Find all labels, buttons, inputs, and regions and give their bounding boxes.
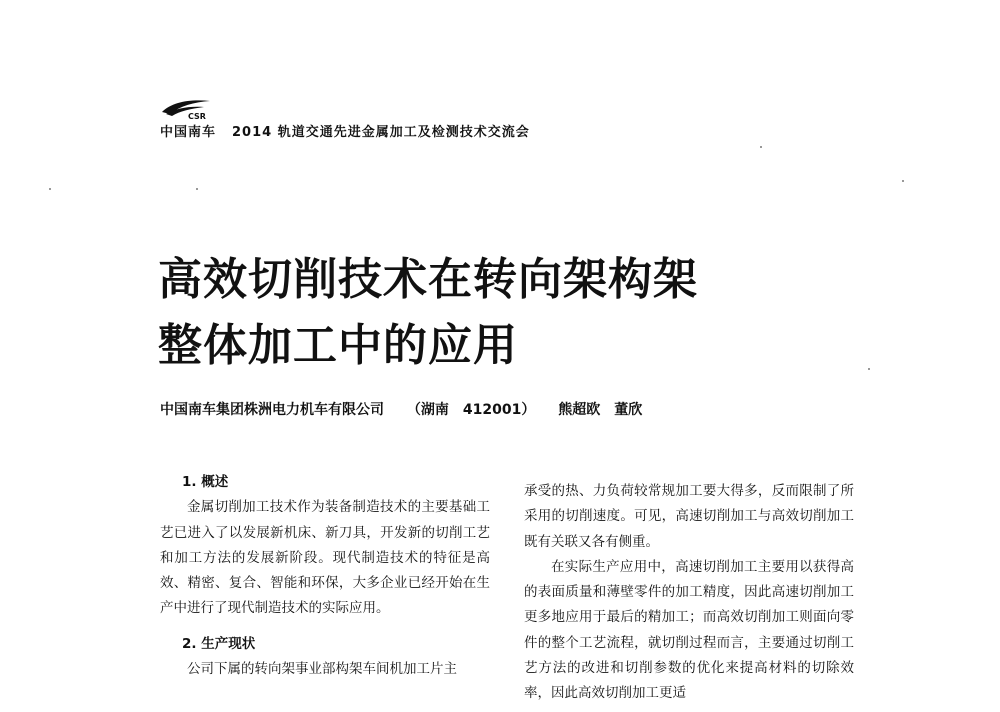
left-column: [160, 470, 490, 682]
svg-text:CSR: CSR: [188, 112, 206, 120]
right-paragraph-2: 在实际生产应用中，高速切削加工主要用以获得高的表面质量和薄壁零件的加工精度，因此高速切削加工更多地应用于最后的精加工；而高效切削加工则面向零件的整个工艺流程，就切削过程而言，主要通过切削工艺方法的改进和切削参数的优化来提高材料的切除效率，因此高效切削加工更适: [524, 558, 854, 702]
csr-logo-icon: [160, 98, 212, 120]
right-column: [524, 479, 854, 707]
scan-speck: [760, 146, 762, 148]
section1-paragraph: 金属切削加工技术作为装备制造技术的主要基础工艺已进入了以发展新机床、新刀具，开发新的切削工艺和加工方法的发展新阶段。现代制造技术的特征是高效、精密、复合、智能和环保，大多企业已经开始在生产中进行了现代制造技术的实际应用。: [160, 499, 490, 617]
affiliation-location: （湖南 412001）: [406, 402, 536, 418]
conference-title: 2014 轨道交通先进金属加工及检测技术交流会: [232, 125, 530, 140]
brand-name: 中国南车: [160, 125, 217, 140]
affiliation: [160, 399, 660, 419]
affiliation-authors: 熊超欧 董欣: [558, 402, 643, 418]
scan-speck: [868, 368, 870, 370]
scan-speck: [196, 188, 198, 190]
scan-speck: [49, 188, 51, 190]
paper-title-line2: 整体加工中的应用: [158, 320, 518, 371]
section2-paragraph: 公司下属的转向架事业部构架车间机加工片主: [187, 661, 457, 678]
affiliation-org: 中国南车集团株洲电力机车有限公司: [160, 402, 384, 418]
paper-title-line1: 高效切削技术在转向架构架: [158, 254, 698, 305]
section1-heading: 1. 概述: [182, 474, 229, 490]
right-paragraph-1: 承受的热、力负荷较常规加工要大得多，反而限制了所采用的切削速度。可见，高速切削加工与高效切削加工既有关联又各有侧重。: [524, 483, 854, 550]
scan-speck: [902, 180, 904, 182]
section2-heading: 2. 生产现状: [182, 635, 256, 652]
